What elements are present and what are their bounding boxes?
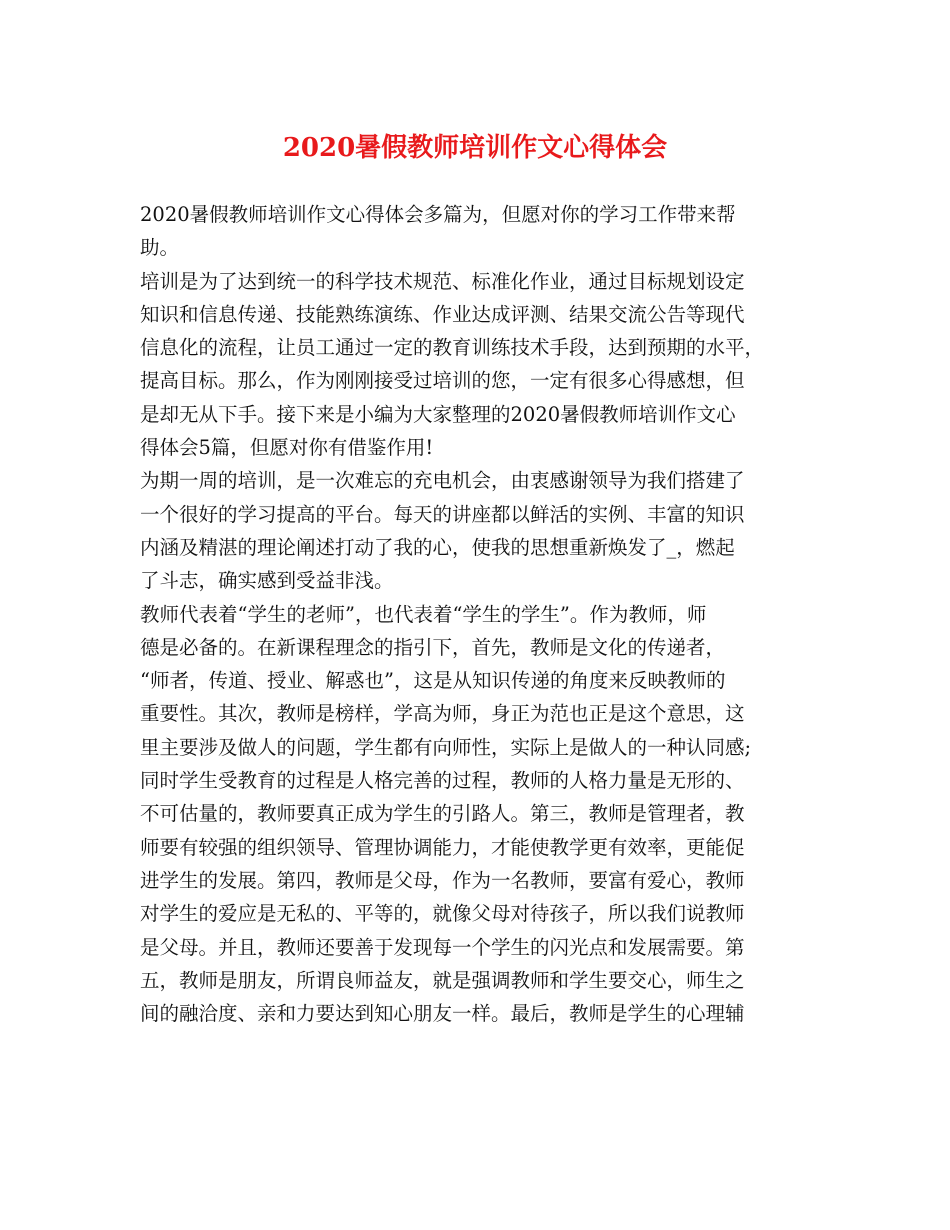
text-line: 信息化的流程，让员工通过一定的教育训练技术手段，达到预期的水平， — [140, 336, 765, 360]
document-body — [140, 198, 830, 1030]
text-line: 不可估量的，教师要真正成为学生的引路人。第三，教师是管理者，教 — [140, 802, 745, 826]
text-line: 同时学生受教育的过程是人格完善的过程，教师的人格力量是无形的、 — [140, 769, 745, 793]
text-line: 为期一周的培训，是一次难忘的充电机会，由衷感谢领导为我们搭建了 — [140, 469, 745, 493]
text-line: 得体会5篇，但愿对你有借鉴作用! — [140, 436, 434, 460]
text-line: 培训是为了达到统一的科学技术规范、标准化作业，通过目标规划设定 — [140, 269, 745, 293]
text-line: 了斗志，确实感到受益非浅。 — [140, 569, 394, 593]
text-line: 重要性。其次，教师是榜样，学高为师，身正为范也正是这个意思，这 — [140, 702, 745, 726]
text-line: 师要有较强的组织领导、管理协调能力，才能使教学更有效率，更能促 — [140, 835, 745, 859]
text-line: 是却无从下手。接下来是小编为大家整理的2020暑假教师培训作文心 — [140, 402, 736, 426]
text-line: 五，教师是朋友，所谓良师益友，就是强调教师和学生要交心，师生之 — [140, 968, 745, 992]
text-line: “师者，传道、授业、解惑也”，这是从知识传递的角度来反映教师的 — [140, 669, 726, 693]
text-line: 对学生的爱应是无私的、平等的，就像父母对待孩子，所以我们说教师 — [140, 902, 745, 926]
text-line: 里主要涉及做人的问题，学生都有向师性，实际上是做人的一种认同感; — [140, 735, 752, 759]
text-line: 是父母。并且，教师还要善于发现每一个学生的闪光点和发展需要。第 — [140, 935, 745, 959]
text-line: 进学生的发展。第四，教师是父母，作为一名教师，要富有爱心，教师 — [140, 868, 745, 892]
text-line: 提高目标。那么，作为刚刚接受过培训的您，一定有很多心得感想，但 — [140, 369, 745, 393]
document-title: 2020暑假教师培训作文心得体会 — [282, 133, 668, 163]
text-line: 教师代表着“学生的老师”，也代表着“学生的学生”。作为教师，师 — [140, 602, 707, 626]
text-line: 内涵及精湛的理论阐述打动了我的心，使我的思想重新焕发了_，燃起 — [140, 535, 735, 559]
text-line: 助。 — [140, 236, 180, 260]
text-line: 间的融洽度、亲和力要达到知心朋友一样。最后，教师是学生的心理辅 — [140, 1002, 745, 1026]
text-line: 德是必备的。在新课程理念的指引下，首先，教师是文化的传递者， — [140, 635, 726, 659]
text-line: 知识和信息传递、技能熟练演练、作业达成评测、结果交流公告等现代 — [140, 302, 745, 326]
text-line: 一个很好的学习提高的平台。每天的讲座都以鲜活的实例、丰富的知识 — [140, 502, 745, 526]
text-line: 2020暑假教师培训作文心得体会多篇为，但愿对你的学习工作带来帮 — [140, 203, 736, 226]
